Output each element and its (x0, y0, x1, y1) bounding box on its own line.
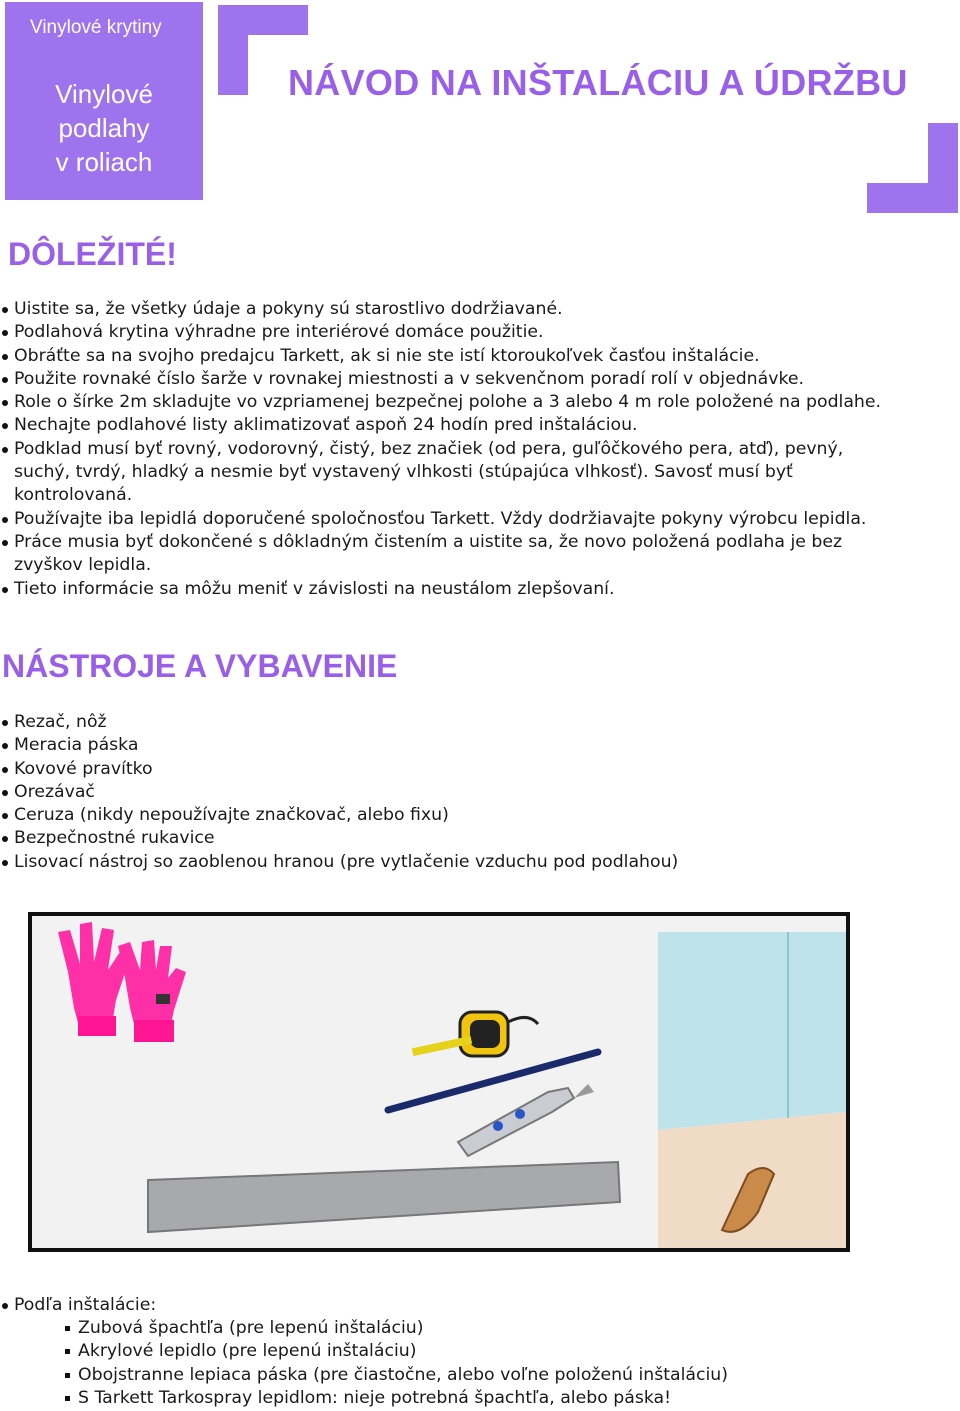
product-name-line: podlahy (58, 113, 150, 143)
category-label: Vinylové krytiny (30, 17, 162, 38)
sub-list-item: Obojstranne lepiaca páska (pre čiastočne, alebo voľne položenú inštaláciu) (64, 1364, 728, 1387)
tools-list (0, 711, 900, 874)
product-name-line: v roliach (55, 147, 153, 177)
list-item: Použite rovnaké číslo šarže v rovnakej miestnosti a v sekvenčnom poradí rolí v objednávke. (0, 368, 900, 391)
after-install-list (0, 1294, 900, 1317)
after-install-label: Podľa inštalácie: (0, 1294, 900, 1317)
list-item: Lisovací nástroj so zaoblenou hranou (pre vytlačenie vzduchu pod podlahou) (0, 851, 900, 874)
tools-heading: NÁSTROJE A VYBAVENIE (2, 648, 398, 684)
bracket-top-vertical (218, 5, 248, 95)
list-item: Bezpečnostné rukavice (0, 827, 900, 850)
product-name-line: Vinylové (55, 79, 153, 109)
list-item: Meracia páska (0, 734, 900, 757)
bracket-bottom-vertical (928, 123, 958, 213)
page-title: NÁVOD NA INŠTALÁCIU A ÚDRŽBU (288, 62, 908, 103)
list-item: Podklad musí byť rovný, vodorovný, čistý, bez značiek (od pera, guľôčkového pera, atď), pevný, suchý, tvrdý, hladký a nesmie byť vystavený vlhkosti (stúpajúca vlhkosť). Savosť musí byť kontrolovaná. (0, 438, 854, 508)
tools-photo-illustration (28, 912, 850, 1252)
sub-list-item: S Tarkett Tarkospray lepidlom: nieje potrebná špachtľa, alebo páska! (64, 1387, 728, 1410)
list-item: Uistite sa, že všetky údaje a pokyny sú starostlivo dodržiavané. (0, 298, 900, 321)
list-item: Role o šírke 2m skladujte vo vzpriamenej bezpečnej polohe a 3 alebo 4 m role položené na podlahe. (0, 391, 900, 414)
list-item: Nechajte podlahové listy aklimatizovať aspoň 24 hodín pred inštaláciou. (0, 414, 900, 437)
list-item: Rezač, nôž (0, 711, 900, 734)
list-item: Tieto informácie sa môžu meniť v závislosti na neustálom zlepšovaní. (0, 578, 900, 601)
list-item: Používajte iba lepidlá doporučené spoločnosťou Tarkett. Vždy dodržiavajte pokyny výrobcu lepidla. (0, 508, 900, 531)
list-item: Kovové pravítko (0, 758, 900, 781)
sub-list-item: Zubová špachtľa (pre lepenú inštaláciu) (64, 1317, 728, 1340)
list-item: Práce musia byť dokončené s dôkladným čistením a uistite sa, že novo položená podlaha je bez zvyškov lepidla. (0, 531, 844, 578)
list-item: Obráťte sa na svojho predajcu Tarkett, ak si nie ste istí ktoroukoľvek časťou inštalácie. (0, 345, 900, 368)
list-item: Orezávač (0, 781, 900, 804)
sub-list-item: Akrylové lepidlo (pre lepenú inštaláciu) (64, 1340, 728, 1363)
important-heading: DÔLEŽITÉ! (8, 236, 177, 272)
list-item: Ceruza (nikdy nepoužívajte značkovač, alebo fixu) (0, 804, 900, 827)
product-name (5, 77, 203, 179)
smoothing-tool-scene-icon (658, 932, 846, 1248)
after-install-sublist (64, 1317, 728, 1410)
tools-photo (28, 912, 850, 1252)
important-list (0, 298, 900, 601)
list-item: Podlahová krytina výhradne pre interiérové domáce použitie. (0, 321, 900, 344)
